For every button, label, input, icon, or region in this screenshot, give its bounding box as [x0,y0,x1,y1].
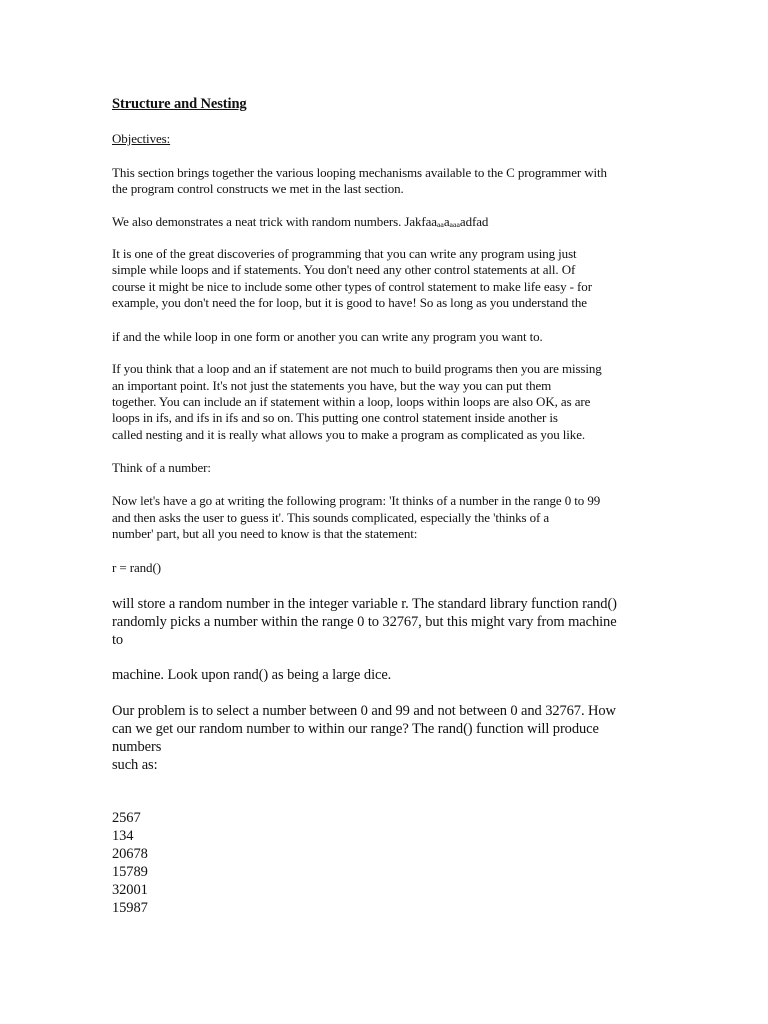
list-item: 15987 [112,900,148,916]
paragraph-if-while: if and the while loop in one form or another you can write any program you want to. [112,329,543,344]
paragraph-line: Our problem is to select a number between 0 and 99 and not between 0 and 32767. How [112,703,616,719]
objectives-heading: Objectives: [112,131,171,146]
paragraph-line: Now let's have a go at writing the following program: 'It thinks of a number in the range 0 to 99 [112,493,601,508]
list-item: 20678 [112,846,148,862]
code-line: r = rand() [112,560,161,575]
paragraph-line: called nesting and it is really what allows you to make a program as complicated as you like. [112,427,586,442]
paragraph-line: will store a random number in the integer variable r. The standard library function rand() [112,596,617,612]
list-item: 15789 [112,864,148,880]
list-item: 32001 [112,882,148,898]
paragraph-random-trick: We also demonstrates a neat trick with random numbers. Jakfaaₐₐaₐₐₐadfad [112,214,489,229]
paragraph-line: randomly picks a number within the range 0 to 32767, but this might vary from machine [112,614,617,630]
paragraph-line: example, you don't need the for loop, but it is good to have! So as long as you understand the [112,295,587,310]
paragraph-line: the program control constructs we met in the last section. [112,181,404,196]
paragraph-line: to [112,632,124,648]
paragraph-line: and then asks the user to guess it'. This sounds complicated, especially the 'thinks of a [112,510,550,525]
paragraph-line: can we get our random number to within our range? The rand() function will produce [112,721,599,737]
list-item: 134 [112,828,134,844]
paragraph-line: such as: [112,757,158,773]
paragraph-line: numbers [112,739,162,755]
paragraph-line: course it might be nice to include some other types of control statement to make life easy - for [112,279,592,294]
paragraph-line: number' part, but all you need to know is that the statement: [112,526,418,541]
list-item: 2567 [112,810,141,826]
paragraph-line: together. You can include an if statement within a loop, loops within loops are also OK, as are [112,394,591,409]
paragraph-dice: machine. Look upon rand() as being a large dice. [112,667,392,683]
paragraph-line: an important point. It's not just the statements you have, but the way you can put them [112,378,552,393]
document-title: Structure and Nesting [112,96,247,112]
paragraph-line: simple while loops and if statements. You don't need any other control statements at all. Of [112,262,576,277]
paragraph-line: This section brings together the various looping mechanisms available to the C programmer with [112,165,607,180]
subheading-think-of-number: Think of a number: [112,460,211,475]
paragraph-line: It is one of the great discoveries of programming that you can write any program using just [112,246,577,261]
paragraph-line: loops in ifs, and ifs in ifs and so on. This putting one control statement inside another is [112,410,558,425]
paragraph-line: If you think that a loop and an if statement are not much to build programs then you are missing [112,361,602,376]
